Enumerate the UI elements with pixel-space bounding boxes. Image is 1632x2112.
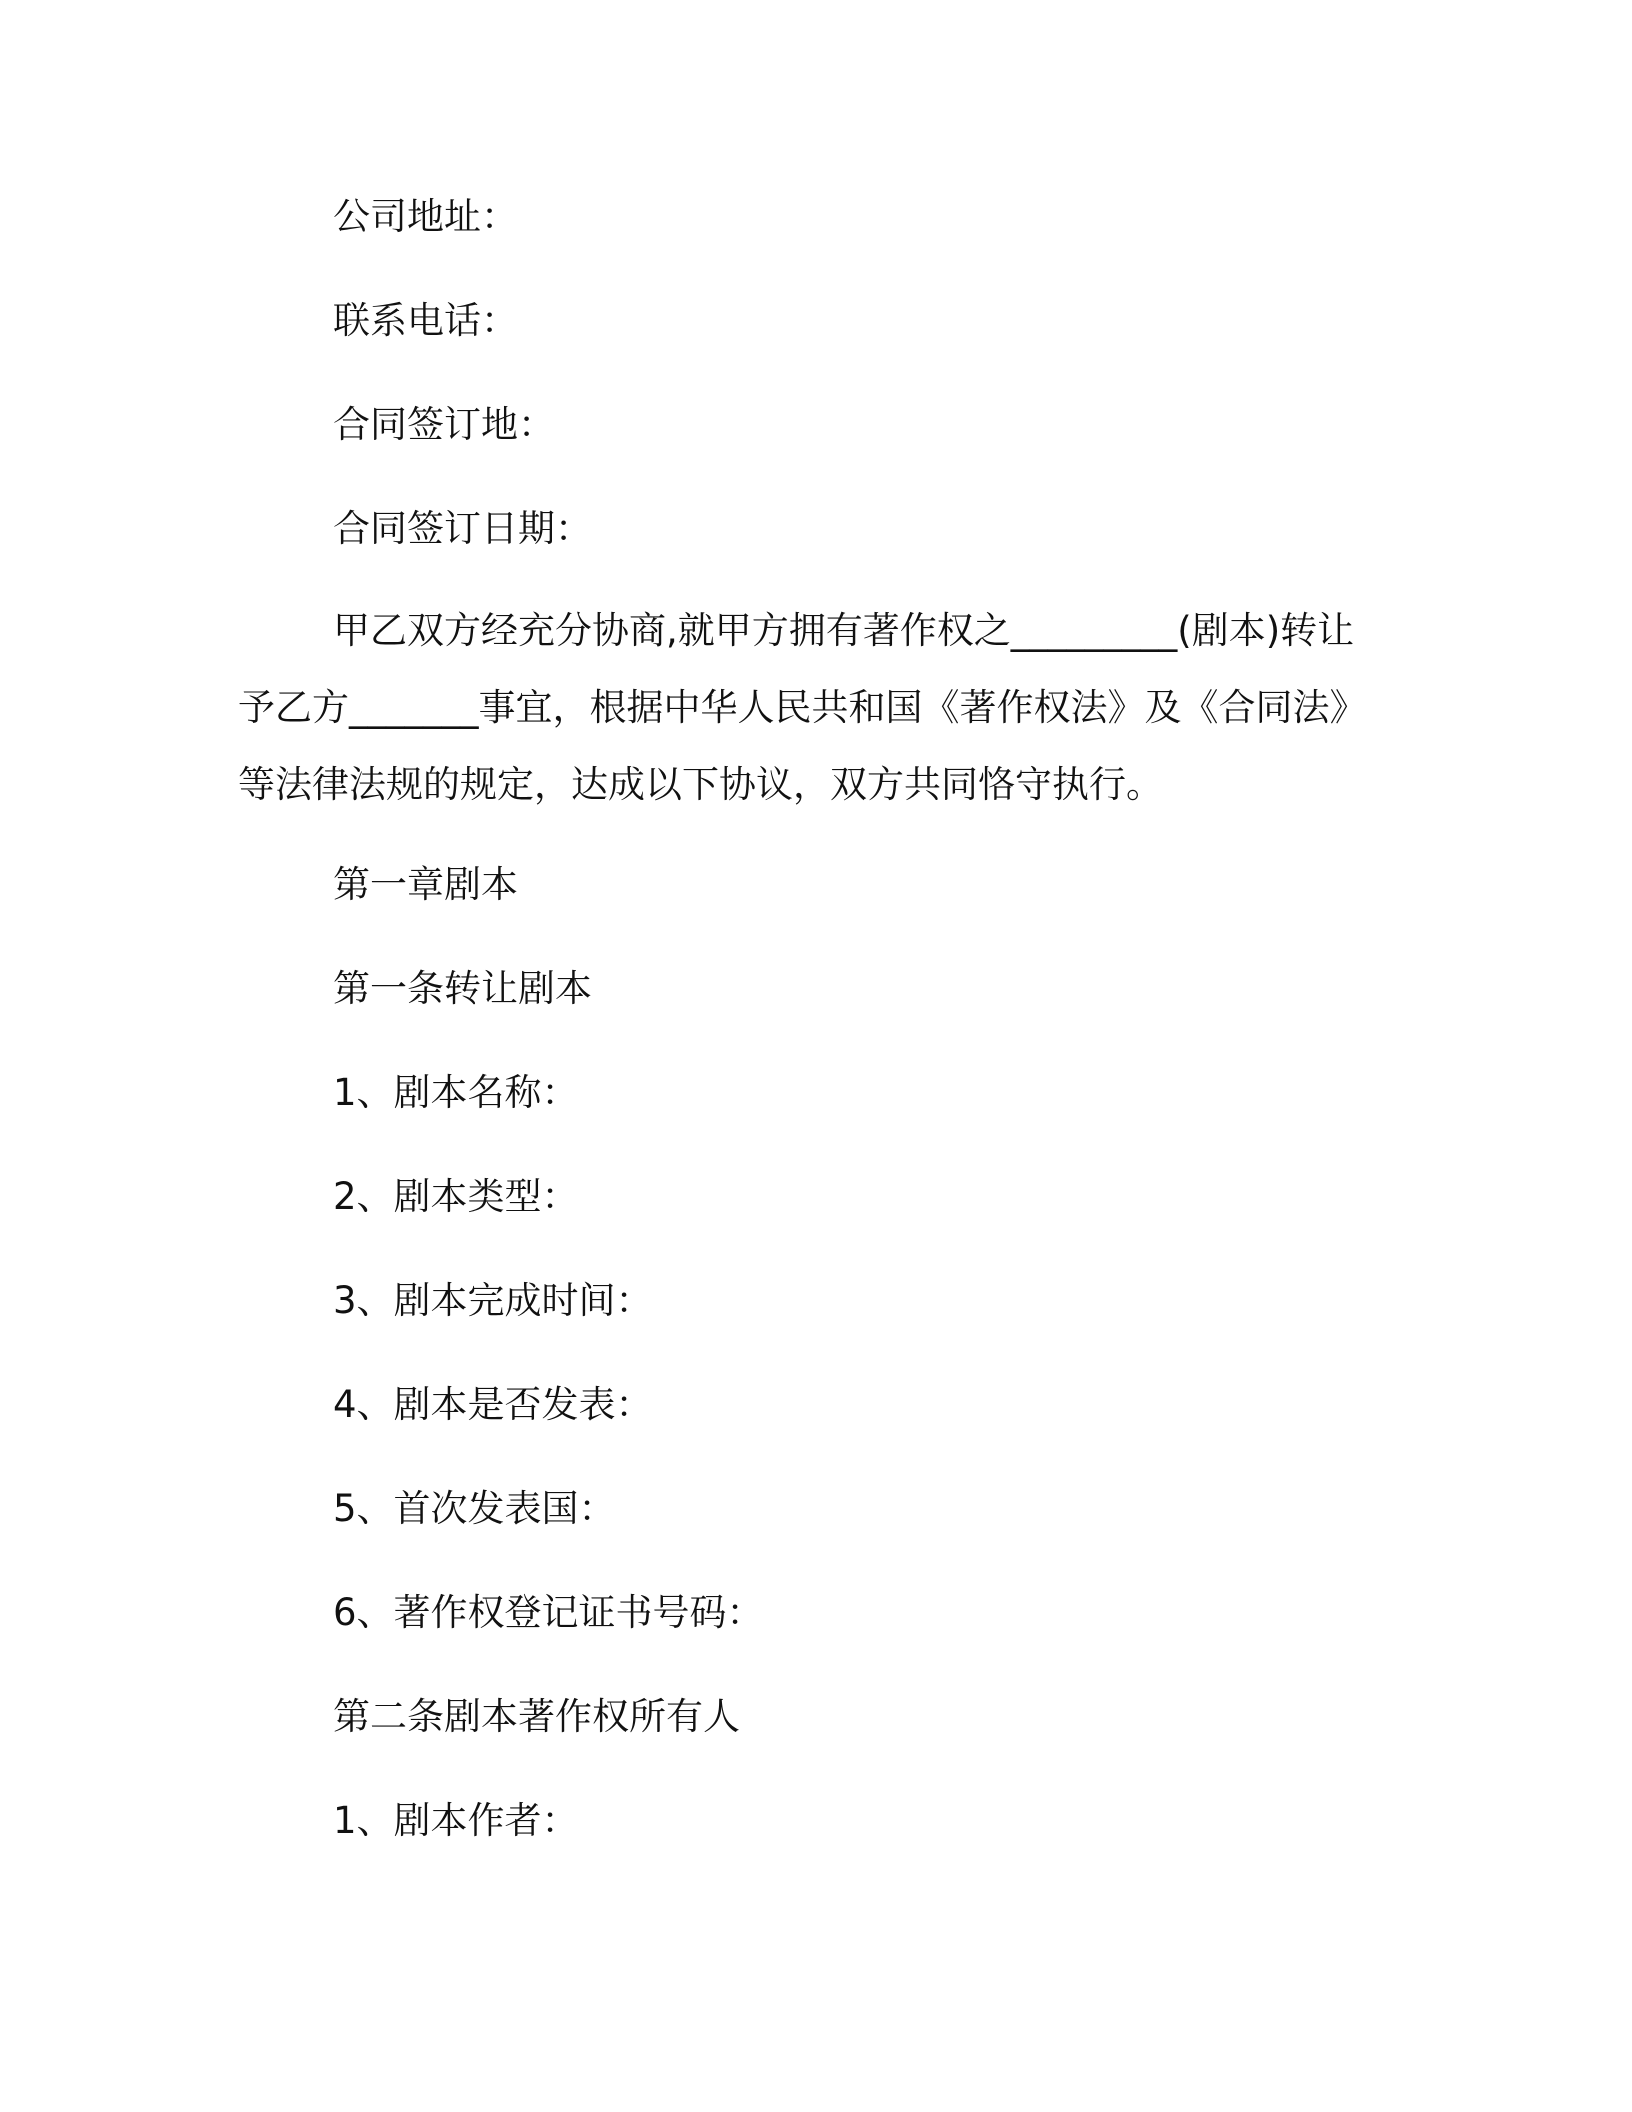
intro-line-3: 等法律法规的规定，达成以下协议，双方共同恪守执行。 <box>238 763 1163 806</box>
contact-phone-label: 联系电话： <box>333 299 518 342</box>
article-1-item-5: 5、首次发表国： <box>333 1487 616 1530</box>
company-address-label: 公司地址： <box>333 195 518 238</box>
chapter-title: 第一章剧本 <box>333 863 518 906</box>
article-1-item-6: 6、著作权登记证书号码： <box>333 1591 764 1634</box>
article-1-title: 第一条转让剧本 <box>333 967 592 1010</box>
signing-date-label: 合同签订日期： <box>333 507 592 550</box>
article-2-title: 第二条剧本著作权所有人 <box>333 1695 740 1738</box>
intro-paragraph <box>238 592 1378 823</box>
intro-line-1: 甲乙双方经充分协商,就甲方拥有著作权之_________(剧本)转让 <box>333 609 1355 652</box>
article-1-item-2: 2、剧本类型： <box>333 1175 579 1218</box>
article-1-item-3: 3、剧本完成时间： <box>333 1279 653 1322</box>
article-1-item-1: 1、剧本名称： <box>333 1071 579 1114</box>
intro-line-2: 予乙方_______事宜，根据中华人民共和国《著作权法》及《合同法》 <box>238 686 1367 729</box>
article-1-item-4: 4、剧本是否发表： <box>333 1383 653 1426</box>
article-2-item-1: 1、剧本作者： <box>333 1799 579 1842</box>
signing-place-label: 合同签订地： <box>333 403 555 446</box>
